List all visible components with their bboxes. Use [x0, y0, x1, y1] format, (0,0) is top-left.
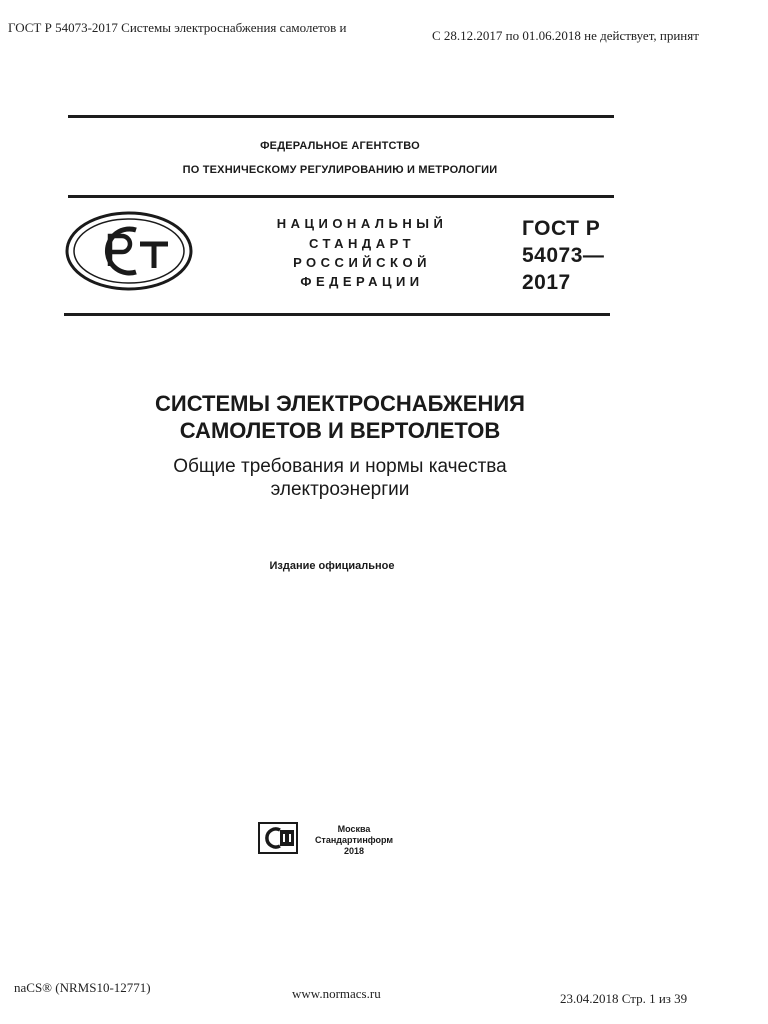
standard-line-2: СТАНДАРТ — [308, 236, 416, 251]
standard-line-3: РОССИЙСКОЙ — [293, 255, 431, 270]
publisher-year: 2018 — [343, 846, 365, 856]
document-title-line-2: САМОЛЕТОВ И ВЕРТОЛЕТОВ — [179, 418, 501, 443]
gost-code-line-3: 2017 — [522, 271, 571, 294]
edition-label: Издание официальное — [269, 560, 395, 572]
footer-system-code: naCS® (NRMS10-12771) — [14, 980, 151, 995]
publisher-city: Москва — [337, 824, 371, 834]
agency-line-1: ФЕДЕРАЛЬНОЕ АГЕНТСТВО — [260, 140, 420, 152]
standard-line-4: ФЕДЕРАЦИИ — [300, 274, 424, 289]
standard-top-rule — [68, 195, 614, 198]
footer-page-info: 23.04.2018 Стр. 1 из 39 — [560, 991, 688, 1006]
document-title-line-1: СИСТЕМЫ ЭЛЕКТРОСНАБЖЕНИЯ — [155, 391, 525, 416]
header-document-title: ГОСТ Р 54073-2017 Системы электроснабжения самолетов и — [8, 20, 347, 35]
standard-line-1: НАЦИОНАЛЬНЫЙ — [276, 216, 448, 231]
standartinform-logo-icon — [258, 822, 310, 854]
document-subtitle-line-1: Общие требования и нормы качества — [173, 456, 507, 477]
top-rule — [68, 115, 614, 118]
rst-certification-logo-icon — [64, 210, 194, 292]
document-subtitle-line-2: электроэнергии — [270, 479, 410, 500]
agency-line-2: ПО ТЕХНИЧЕСКОМУ РЕГУЛИРОВАНИЮ И МЕТРОЛОГИИ — [182, 164, 498, 176]
footer-website-link[interactable]: www.normacs.ru — [292, 986, 381, 1001]
header-status-text: С 28.12.2017 по 01.06.2018 не действует, принят — [432, 28, 699, 43]
gost-code-line-2: 54073— — [522, 244, 605, 267]
publisher-name: Стандартинформ — [314, 835, 394, 845]
gost-code-line-1: ГОСТ Р — [522, 217, 601, 240]
standard-bottom-rule — [64, 313, 610, 316]
